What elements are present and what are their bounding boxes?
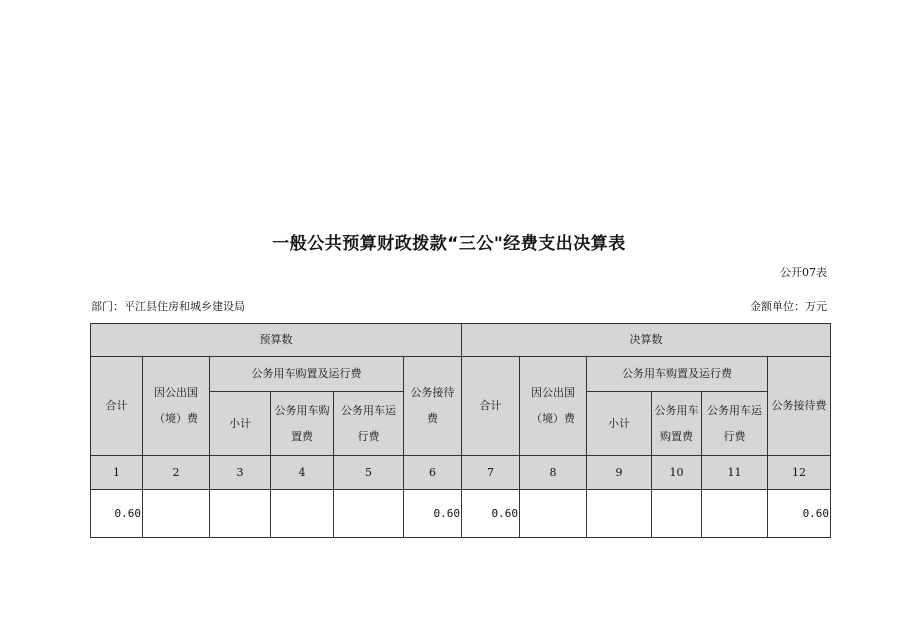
form-number: 公开07表 [780,266,827,279]
value-cell: 0.60 [91,490,143,538]
final-vehicle-run-header: 公务用车运行费 [702,392,768,456]
expense-table [90,323,831,538]
final-total-header: 合计 [462,357,520,456]
value-cell: 0.60 [462,490,520,538]
budget-vehicle-run-header: 公务用车运行费 [334,392,404,456]
budget-subtotal-header: 小计 [210,392,271,456]
value-cell [143,490,210,538]
department-label: 部门：平江县住房和城乡建设局 [91,300,245,313]
index-cell: 5 [334,456,404,490]
final-vehicle-group-header: 公务用车购置及运行费 [587,357,768,392]
final-subtotal-header: 小计 [587,392,652,456]
final-vehicle-buy-header: 公务用车购置费 [652,392,702,456]
budget-vehicle-group-header: 公务用车购置及运行费 [210,357,404,392]
index-cell: 11 [702,456,768,490]
index-cell: 1 [91,456,143,490]
page-title: 一般公共预算财政拨款“三公"经费支出决算表 [272,234,626,254]
value-cell [520,490,587,538]
unit-label: 金额单位：万元 [750,300,827,313]
budget-vehicle-buy-header: 公务用车购置费 [271,392,334,456]
index-cell: 2 [143,456,210,490]
value-cell [334,490,404,538]
budget-group-header: 预算数 [91,324,462,357]
value-cell: 0.60 [404,490,462,538]
value-cell [210,490,271,538]
value-cell: 0.60 [768,490,831,538]
index-cell: 3 [210,456,271,490]
index-cell: 9 [587,456,652,490]
index-cell: 7 [462,456,520,490]
index-cell: 6 [404,456,462,490]
final-reception-header: 公务接待费 [768,357,831,456]
budget-total-header: 合计 [91,357,143,456]
value-cell [271,490,334,538]
index-cell: 10 [652,456,702,490]
index-cell: 4 [271,456,334,490]
budget-reception-header: 公务接待费 [404,357,462,456]
value-cell [702,490,768,538]
index-cell: 8 [520,456,587,490]
index-cell: 12 [768,456,831,490]
budget-abroad-header: 因公出国（境）费 [143,357,210,456]
value-cell [587,490,652,538]
value-cell [652,490,702,538]
final-group-header: 决算数 [462,324,831,357]
final-abroad-header: 因公出国（境）费 [520,357,587,456]
